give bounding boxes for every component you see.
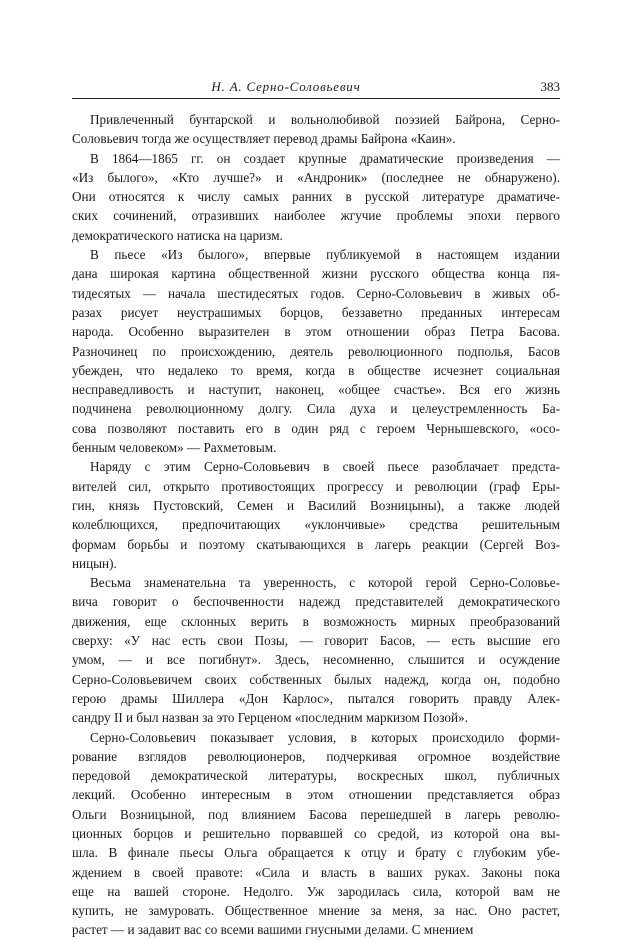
text-line: ждением в своей правоте: «Сила и власть в ваших руках. Законы пока [72,864,560,880]
paragraph [72,573,560,727]
header-rule [72,98,560,99]
text-line: ских сочинений, отразивших наиболее жгучие проблемы эпохи первого [72,208,560,224]
text-line: Соловьевич тогда же осуществляет перевод драмы Байрона «Каин». [72,131,456,147]
text-line: колеблющихся, предпочитающих «уклончивые» средства решительным [72,517,560,533]
text-line: вителей сил, открыто противостоящих прогрессу и революции (граф Еры- [72,478,560,494]
text-line: движения, еще склонных верить в возможность мирных преобразований [72,613,560,629]
paragraph [72,110,560,149]
text-line: рование взглядов революционеров, подчеркивая огромное воздействие [72,748,560,764]
text-line: Привлеченный бунтарской и вольнолюбивой поэзией Байрона, Серно- [90,112,560,127]
text-line: В пьесе «Из былого», впервые публикуемой в настоящем издании [90,247,560,263]
text-line: демократического натиска на царизм. [72,227,283,243]
text-line: умом, — и все погибнут». Здесь, несомненно, слышится и осуждение [72,652,560,668]
text-line: передовой демократической литературы, воскресных школ, публичных [72,768,560,784]
text-line: сандру II и был назван за это Герценом «последним маркизом Позой». [72,710,468,726]
text-line: сверху: «У нас есть свои Позы, — говорит Басов, — есть высшие его [72,633,560,649]
text-line: бенным человеком» — Рахметовым. [72,440,277,456]
text-line: Серно-Соловьевичем своих собственных былых надежд, когда он, подобно [72,671,560,687]
text-line: народа. Особенно выразителен в этом отношении образ Петра Басова. [72,324,560,340]
paragraph [72,457,560,573]
text-line: купить, не замуровать. Общественное мнение за меня, за нас. Оно растет, [72,903,560,919]
text-line: сова позволяют поставить его в один ряд с героем Чернышевского, «осо- [72,420,560,436]
paragraph [72,149,560,245]
text-line: несправедливость и наступит, наконец, «общее счастье». Вся его жизнь [72,382,560,398]
text-line: шла. В финале пьесы Ольга обращается к отцу и брату с глубоким убе- [72,845,560,861]
page-header [72,79,560,101]
paragraph [72,728,560,940]
text-line: Серно-Соловьевич показывает условия, в которых происходило форми- [90,729,560,745]
text-line: вича говорит о беспочвенности надежд представителей демократического [72,594,560,610]
text-line: ницын). [72,555,117,571]
text-line: «Из былого», «Кто лучше?» и «Андроник» (последнее не обнаружено). [72,169,560,185]
text-line: герою драмы Шиллера «Дон Карлос», пытался говорить правду Алек- [72,690,560,706]
text-line: лекций. Особенно интересным в этом отношении представляется образ [72,787,560,803]
body-text [72,110,560,940]
text-line: ционных борцов и решительно порвавшей со средой, из которой она вы- [72,825,560,841]
text-line: дана широкая картина общественной жизни русского общества конца пя- [72,266,560,282]
text-line: Разночинец по происхождению, деятель революционного подполья, Басов [72,343,560,359]
text-line: формам борьбы и поэтому скатывающихся в лагерь реакции (Сергей Воз- [72,536,560,552]
text-line: еще на вашей стороне. Недолго. Уж зародилась сила, которой вам не [72,883,560,899]
text-line: В 1864—1865 гг. он создает крупные драматические произведения — [90,150,560,166]
text-line: Ольги Возницыной, под влиянием Басова перешедшей в лагерь револю- [72,806,560,822]
text-line: гин, князь Пустовский, Семен и Василий Возницыны), а также людей [72,497,560,513]
text-line: Они относятся к числу самых ранних в русской литературе драматиче- [72,189,560,205]
text-line: тидесятых — начала шестидесятых годов. Серно-Соловьевич в живых об- [72,285,560,301]
paragraph [72,245,560,457]
text-line: Весьма знаменательна та уверенность, с которой герой Серно-Соловье- [90,575,560,591]
text-line: убежден, что недалеко то время, когда в обществе исчезнет социальная [72,362,560,378]
running-title: Н. А. Серно-Соловьевич [211,79,361,94]
page-number: 383 [540,79,560,94]
text-line: Наряду с этим Серно-Соловьевич в своей пьесе разоблачает предста- [90,459,560,475]
text-line: подчинена революционному долгу. Сила духа и целеустремленность Ба- [72,401,560,417]
text-line: растет — и задавит вас со всеми вашими гнусными делами. С мнением [72,922,474,938]
text-line: разах рисует неустрашимых борцов, беззаветно преданных интересам [72,304,560,320]
